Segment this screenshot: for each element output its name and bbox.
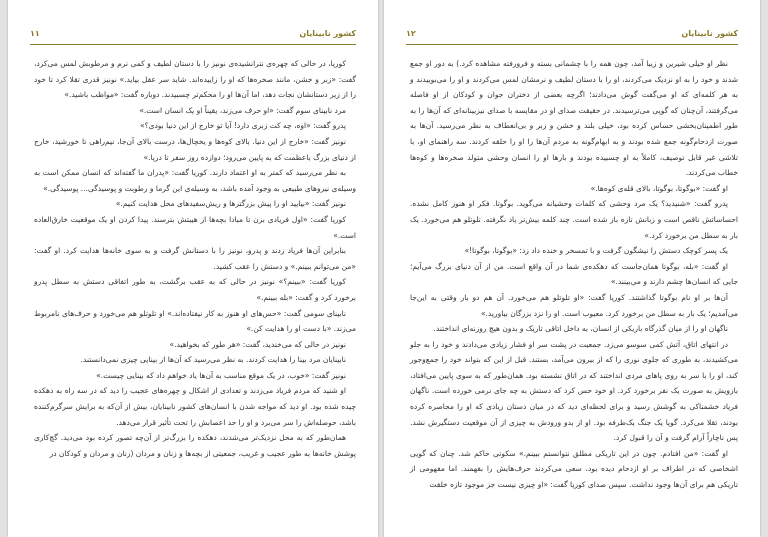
- page-body: [410, 56, 738, 529]
- paragraph: او گفت: «من افتادم. چون در این تاریکی مطلق نتوانستم ببینم.» سکوتی حاکم شد. چنان که گویی اشخاصی که در اطراف بر او ازدحام دیده بود، سعی می‌کردند حرف‌هایش را بفهمند. اما مفهومی از تاریکی هم برای آن‌ها وجود نداشت. سپس صدای کوریا گفت: «او چیزی نیست جز موجود تازه خلقت: [410, 448, 738, 490]
- paragraph: یک پسر کوچک دستش را نیشگون گرفت و با تمسخر و خنده داد زد: «بوگوتا، بوگوتا!»: [464, 246, 728, 256]
- paragraph: پدرو گفت: «شنیدید؟ یک مرد وحشی که کلمات وحشیانه می‌گوید. بوگوتا. فکر او هنوز کامل نشده. احساساتش ناقص است و زبانش تازه باز شده است. چند کلمه بیش‌تر یاد نگرفته. تلوتلو هم می‌خورد. یک بار به سطل من برخورد کرد.»: [410, 199, 738, 240]
- paragraph: او شنید که مردم فریاد می‌زدند و تعدادی از اشکال و چهره‌های عجیب را دید که در سه راه به دهکده چیده شده بود. او دید که مواجه شدن با انسان‌های کشور نابینایان، بیش از آن‌که به برایش سرگرم‌کننده باشد، حوصله‌اش را سر می‌برد و او را حد اعصابش را تحت تأثیر قرار می‌دهد.: [34, 386, 356, 427]
- paragraph: او گفت: «بله، بوگوتا همان‌جاست که دهکده‌ی شما در آن واقع است. من از آن دنیای بزرگ می‌آیم؛ جایی که انسان‌ها چشم دارند و می‌بینند.»: [410, 261, 738, 287]
- paragraph: مرد نابینای سوم گفت: «او حرف می‌زند، یقیناً او یک انسان است.»: [139, 105, 346, 115]
- page-number: ۱۱: [30, 29, 40, 38]
- book-page-right: [384, 0, 760, 537]
- paragraph: بنابراین آن‌ها فریاد زدند و پدرو، نونیز را با دستانش گرفت و به سوی خانه‌ها هدایت کرد. او گفت: «من می‌توانم ببینم.» و دستش را عقب کشید.: [34, 246, 356, 271]
- paragraph: نظر او خیلی شیرین و زیبا آمد، چون همه را با چشمانی بسته و فرورفته مشاهده کرد.) به دور او جمع شدند و خود را به او نزدیک می‌کردند، او را با دستان لطیف و نرمشان لمس می‌کردند و او را می‌بوییدند و به هر کلمه‌ای که او می‌گفت گوش می‌دادند؛ اگرچه بعضی از دختران جوان و کودکان از او فاصله می‌گرفتند، آن‌چنان که گویی می‌ترسیدند. در حقیقت صدای او در مقایسه با صدای نیزبینانه‌ای که آن‌ها را به طور اطمینان‌بخشی حساس کرده بود، خیلی بلند و خشن و زبر و بی‌انعطاف به نظر می‌رسید. آن‌ها به صورت ازدحام‌گونه جمع شده بودند و به ابهام‌گونه به مردم آن‌ها را او را حلقه کردند. سه راهنمای او، با تلاشی غیر قابل توصیف، کاملاً به او چسبیده بودند و بارها او را انسان وحشی متولد صخره‌ها و کوه‌ها خطاب می‌کردند.: [410, 59, 738, 178]
- page-header: [30, 28, 356, 45]
- running-title: کشور نابینایان: [681, 29, 738, 38]
- paragraph: نابینای سومی گفت: «حس‌های او هنوز به کار نیفتاده‌اند.» او تلوتلو هم می‌خورد و حرف‌های نامربوط می‌زند. «با دست او را هدایت کن.»: [34, 308, 356, 334]
- paragraph: کوریا گفت: «ببینم؟» نونیز در حالی که به عقب برگشت، به طور اتفاقی دستش به سطل پدرو برخورد کرد و گفت: «بله ببینم.»: [34, 277, 356, 302]
- paragraph: نونیز در حالی که می‌خندید، گفت: «هر طور که بخواهید.»: [169, 339, 346, 349]
- paragraph: آن‌ها بر او نام بوگوتا گذاشتند. کوریا گفت: «او تلوتلو هم می‌خورد. آن هم دو بار وقتی به این‌جا می‌آمدیم؛ یک بار به سطل من برخورد کرد. معیوب است. او را نزد بزرگان بیاورید.»: [410, 292, 738, 318]
- page-body: [34, 56, 356, 529]
- paragraph: ناگهان او را از میان گذرگاه باریکی از انسان، به داخل اتاقی تاریک و بدون هیچ روزنه‌ای انداختند.: [433, 324, 728, 334]
- page-number: ۱۲: [406, 29, 416, 38]
- paragraph: نونیز گفت: «خارج از این دنیا. بالای کوه‌ها و یخچال‌ها، درست بالای آن‌جا، نیم‌راهی تا خورشید، خارج از دنیای بزرگ باعظمت که به پایین می‌رود؛ دوازده روز سفر تا دریا.»: [34, 136, 356, 162]
- paragraph: کوریا، در حالی که چهره‌ی نترانشیده‌ی نونیز را با دستان لطیف و کمی نرم و مرطوبش لمس می‌کرد، گفت: «زبر و خشن، مانند صخره‌ها که او را زاییده‌اند. شاید سر عقل بیاید.» نونیز قدری تقلا کرد تا خود را از زیر دستانشان نجات دهد، اما آن‌ها او را محکم‌تر چسبیدند. دوباره گفت: «مواظب باشید.»: [34, 59, 356, 100]
- book-page-left: [8, 0, 378, 537]
- paragraph: نونیز گفت: «خوب، در یک موقع مناسب به آن‌ها یاد خواهم داد که بینایی چیست.»: [96, 370, 346, 380]
- paragraph: کوریا گفت: «اول فریادی بزن تا مبادا بچه‌ها از هیبتش بترسند. پیدا کردن او یک موقعیت خارق‌العاده است.»: [34, 214, 356, 240]
- paragraph: همان‌طور که به محل نزدیک‌تر می‌شدند، دهکده را بزرگ‌تر از آن‌چه تصور کرده بود می‌دید. گچ‌کاری پوشش خانه‌ها به طور عجیب و غریب، جمعیتی از بچه‌ها و زنان و مردان (زنان و مردان و کودکان در: [34, 433, 356, 458]
- running-title: کشور نابینایان: [299, 29, 356, 38]
- paragraph: نونیز گفت: «بیایید او را پیش بزرگترها و ریش‌سفیدهای محل هدایت کنیم.»: [115, 199, 346, 209]
- paragraph: نابینایان مرد بینا را هدایت کردند. به نظر می‌رسید که آن‌ها از بینایی چیزی نمی‌دانستند.: [80, 355, 346, 365]
- paragraph: پدرو گفت: «اوه، چه کت زبری دارد! آیا تو خارج از این دنیا بودی؟»: [140, 121, 346, 131]
- paragraph: در انتهای اتاق، آتش کمی سوسو می‌زد. جمعیت در پشت سر او فشار زیادی می‌دادند و خود را به جلو می‌کشیدند، به طوری که جلوی نوری را که از بیرون می‌آمد، بستند. قبل از این که بتواند خود را جمع‌وجور کند، او را با سر به روی پاهای مردی انداختند که در اتاق نشسته بود. همان‌طور که به سوی پایین می‌افتاد، بازویش به صورت یک نفر برخورد کرد. او خود حس کرد که دستش به چه جای نرمی خورده است. ناگهان فریاد خشمناکی به گوشش رسید و برای لحظه‌ای دید که در میان دستان زیادی که او را محاصره کرده بودند، تقلا می‌کرد. گویا یک جنگ یک‌طرفه بود. او از بدو ورودش به چیزی از آن موقعیت دستگیرش نشد. پس ناچاراً آرام گرفت و آن را قبول کرد.: [410, 339, 738, 443]
- paragraph: او گفت: «بوگوتا، بوگوتا، بالای قله‌ی کوه‌ها.»: [590, 183, 728, 193]
- paragraph: به نظر می‌رسید که کمتر به او اعتماد دارند. کوریا گفت: «پدران ما گفته‌اند که انسان ممکن است به وسیله‌ی نیروهای طبیعی به وجود آمده باشد، به وسیله‌ی این گرما و رطوبت و پوسیدگی... پوسیدگی.»: [34, 168, 356, 193]
- page-header: [406, 28, 738, 45]
